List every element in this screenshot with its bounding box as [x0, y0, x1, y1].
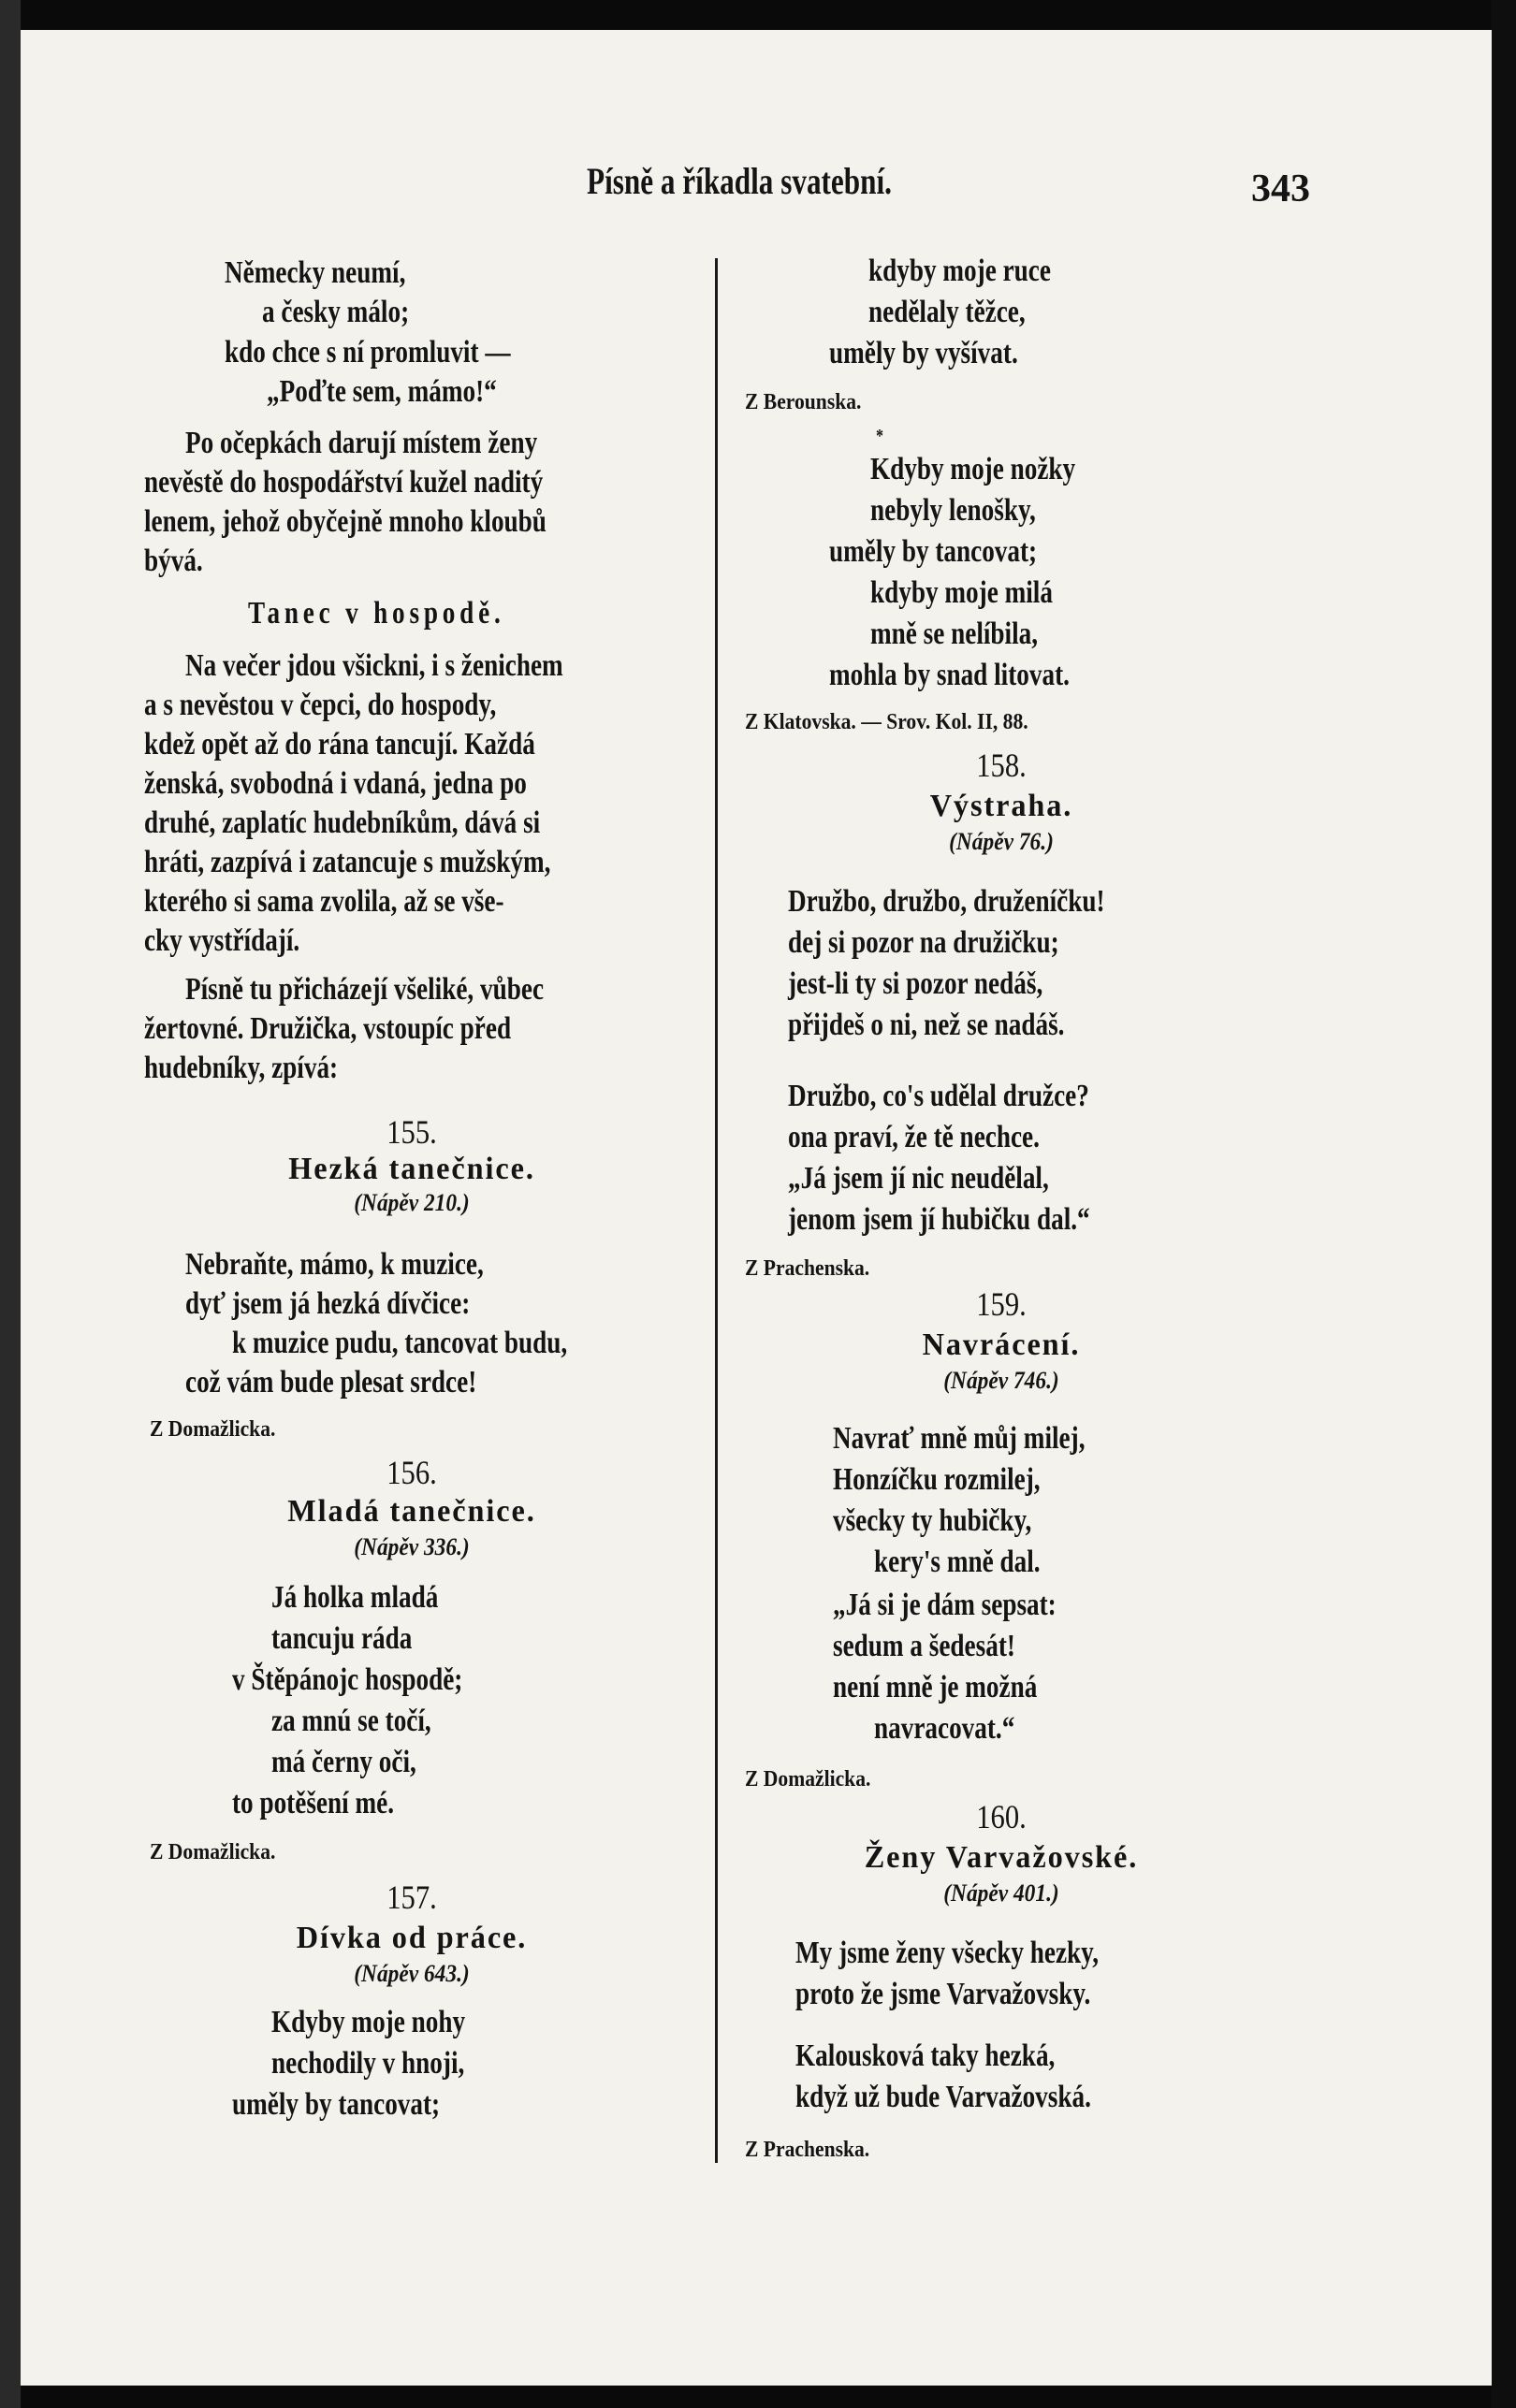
verse-line: když už bude Varvažovská.	[795, 2080, 1091, 2114]
song-title: Ženy Varvažovské.	[864, 1840, 1139, 1875]
song-title: Dívka od práce.	[296, 1921, 528, 1955]
song-number: 156.	[386, 1454, 437, 1491]
song-title: Hezká tanečnice.	[288, 1152, 535, 1186]
song-title: Navrácení.	[922, 1327, 1081, 1362]
song-title: Mladá tanečnice.	[287, 1494, 536, 1529]
verse-line: Navrať mně můj milej,	[833, 1421, 1086, 1456]
verse-line: všecky ty hubičky,	[833, 1503, 1032, 1538]
prose-line: a s nevěstou v čepci, do hospody,	[144, 688, 497, 722]
verse-line: kdo chce s ní promluvit —	[225, 335, 511, 370]
verse-line: mohla by snad litovat.	[829, 658, 1070, 692]
melody-reference: (Nápěv 746.)	[943, 1367, 1059, 1394]
prose-line: druhé, zaplatíc hudebníkům, dává si	[144, 805, 541, 840]
verse-line: Kdyby moje nohy	[271, 2005, 466, 2039]
prose-line: žertovné. Družička, vstoupíc před	[144, 1011, 512, 1046]
melody-reference: (Nápěv 210.)	[354, 1189, 470, 1216]
verse-line: „Poďte sem, mámo!“	[267, 374, 497, 409]
scan-edge-top	[21, 0, 1492, 30]
song-number: 155.	[386, 1113, 437, 1151]
verse-line: uměly by vyšívat.	[829, 336, 1018, 370]
source-note: Z Domažlicka.	[150, 1840, 276, 1864]
song-number: 157.	[386, 1879, 437, 1916]
scan-edge-right	[1492, 0, 1516, 2408]
prose-line: nevěstě do hospodářství kužel naditý	[144, 465, 544, 500]
verse-line: Družbo, co's udělal družce?	[788, 1079, 1089, 1113]
verse-line: kdyby moje ruce	[868, 254, 1051, 288]
verse-line: jest-li ty si pozor nedáš,	[788, 966, 1043, 1001]
source-note: Z Berounska.	[745, 390, 862, 414]
verse-line: v Štěpánojc hospodě;	[232, 1662, 463, 1697]
verse-line: jenom jsem jí hubičku dal.“	[788, 1202, 1090, 1237]
prose-line: ženská, svobodná i vdaná, jedna po	[144, 766, 527, 801]
verse-line: nechodily v hnoji,	[271, 2046, 465, 2081]
verse-line: My jsme ženy všecky hezky,	[795, 1936, 1100, 1970]
source-note: Z Prachenska.	[745, 2138, 870, 2162]
prose-line: bývá.	[144, 544, 203, 578]
page-number: 343	[1251, 167, 1310, 210]
verse-line: Honzíčku rozmilej,	[833, 1462, 1041, 1497]
scan-edge-left	[0, 0, 21, 2408]
source-note: Z Domažlicka.	[745, 1767, 871, 1791]
song-title: Výstraha.	[929, 789, 1073, 823]
source-note: Z Prachenska.	[745, 1256, 870, 1281]
verse-line: což vám bude plesat srdce!	[185, 1365, 477, 1400]
verse-line: navracovat.“	[874, 1711, 1015, 1746]
prose-line: lenem, jehož obyčejně mnoho kloubů	[144, 504, 547, 539]
verse-line: za mnú se točí,	[271, 1704, 431, 1738]
verse-line: kdyby moje milá	[870, 575, 1053, 610]
prose-line: kdež opět až do rána tancují. Každá	[144, 727, 535, 762]
prose-line: Na večer jdou všickni, i s ženichem	[185, 648, 563, 683]
verse-line: to potěšení mé.	[232, 1786, 394, 1821]
prose-line: kterého si sama zvolila, až se vše-	[144, 884, 504, 919]
melody-reference: (Nápěv 336.)	[354, 1533, 470, 1560]
verse-line: k muzice pudu, tancovat budu,	[232, 1326, 568, 1360]
melody-reference: (Nápěv 401.)	[943, 1879, 1059, 1907]
verse-line: uměly by tancovat;	[232, 2087, 441, 2122]
verse-line: kery's mně dal.	[874, 1545, 1041, 1579]
verse-line: Kalousková taky hezká,	[795, 2038, 1056, 2073]
verse-line: Já holka mladá	[271, 1580, 439, 1615]
verse-line: uměly by tancovat;	[829, 534, 1038, 569]
prose-line: hráti, zazpívá i zatancuje s mužským,	[144, 845, 551, 879]
melody-reference: (Nápěv 643.)	[354, 1960, 470, 1987]
prose-line: hudebníky, zpívá:	[144, 1051, 339, 1085]
verse-line: Nebraňte, mámo, k muzice,	[185, 1247, 484, 1282]
verse-line: proto že jsme Varvažovsky.	[795, 1977, 1091, 2011]
verse-line: dyť jsem já hezká dívčice:	[185, 1286, 471, 1321]
prose-line: cky vystřídají.	[144, 923, 300, 958]
verse-line: Kdyby moje nožky	[870, 452, 1076, 486]
separator-asterisk: *	[876, 426, 883, 446]
column-divider	[715, 258, 718, 2163]
section-heading: Tanec v hospodě.	[248, 596, 505, 631]
verse-line: dej si pozor na družičku;	[788, 925, 1059, 960]
running-header: Písně a říkadla svatební.	[587, 160, 892, 202]
melody-reference: (Nápěv 76.)	[949, 828, 1054, 855]
verse-line: sedum a šedesát!	[833, 1629, 1015, 1663]
song-number: 158.	[976, 747, 1027, 784]
verse-line: a česky málo;	[262, 295, 410, 329]
source-note: Z Klatovska. — Srov. Kol. II, 88.	[745, 710, 1028, 734]
verse-line: přijdeš o ni, než se nadáš.	[788, 1008, 1065, 1042]
verse-line: nedělaly těžce,	[868, 295, 1026, 329]
source-note: Z Domažlicka.	[150, 1417, 276, 1442]
prose-line: Písně tu přicházejí všeliké, vůbec	[185, 972, 545, 1007]
prose-line: Po očepkách darují místem ženy	[185, 426, 538, 460]
verse-line: má černy oči,	[271, 1745, 416, 1779]
song-number: 160.	[976, 1798, 1027, 1835]
verse-line: tancuju ráda	[271, 1621, 413, 1656]
verse-line: není mně je možná	[833, 1670, 1038, 1704]
verse-line: nebyly lenošky,	[870, 493, 1036, 528]
verse-line: „Já si je dám sepsat:	[833, 1588, 1057, 1622]
verse-line: mně se nelíbila,	[870, 617, 1039, 651]
verse-line: ona praví, že tě nechce.	[788, 1120, 1040, 1154]
verse-line: „Já jsem jí nic neudělal,	[788, 1161, 1049, 1196]
scan-edge-bottom	[21, 2386, 1492, 2408]
song-number: 159.	[976, 1285, 1027, 1323]
verse-line: Družbo, družbo, druženíčku!	[788, 884, 1105, 919]
verse-line: Německy neumí,	[225, 255, 406, 290]
